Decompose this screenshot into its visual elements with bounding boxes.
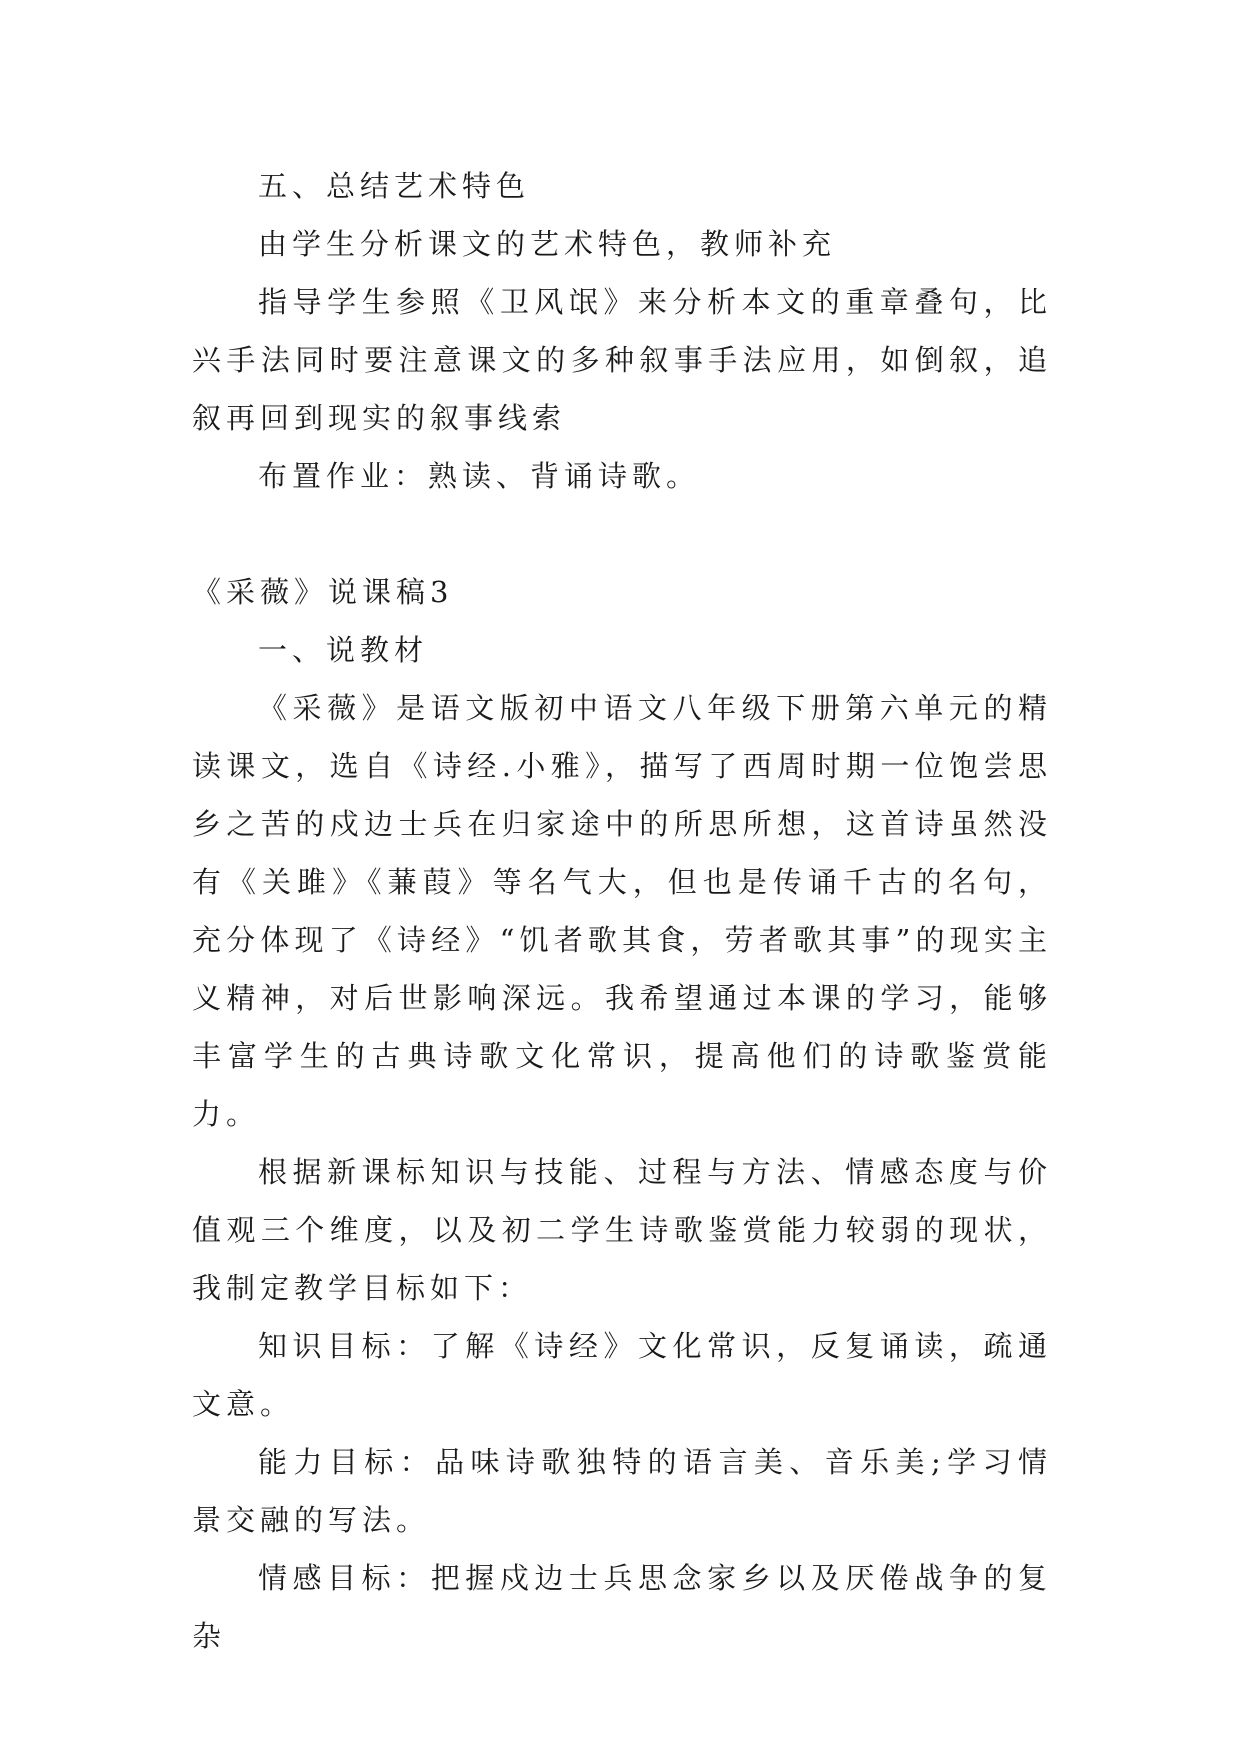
paragraph: 由学生分析课文的艺术特色，教师补充 [258,227,837,261]
summary-section [192,157,1052,505]
document-title: 《采薇》说课稿3 [192,575,454,609]
paragraph: 能力目标：品味诗歌独特的语言美、音乐美;学习情景交融的写法。 [192,1445,1052,1537]
paragraph: 《采薇》是语文版初中语文八年级下册第六单元的精读课文，选自《诗经.小雅》，描写了西周时期一位饱尝思乡之苦的戍边士兵在归家途中的所思所想，这首诗虽然没有《关雎》《蒹葭》等名气大，但也是传诵千古的名句，充分体现了《诗经》“饥者歌其食，劳者歌其事”的现实主义精神，对后世影响深远。我希望通过本课的学习，能够丰富学生的古典诗歌文化常识，提高他们的诗歌鉴赏能力。 [192,691,1052,1131]
paragraph: 知识目标：了解《诗经》文化常识，反复诵读，疏通文意。 [192,1329,1052,1421]
section-heading: 五、总结艺术特色 [258,169,531,203]
paragraph: 根据新课标知识与技能、过程与方法、情感态度与价值观三个维度，以及初二学生诗歌鉴赏能力较弱的现状，我制定教学目标如下： [192,1155,1052,1305]
section-heading: 一、说教材 [258,633,429,667]
paragraph: 指导学生参照《卫风氓》来分析本文的重章叠句，比兴手法同时要注意课文的多种叙事手法应用，如倒叙，追叙再回到现实的叙事线索 [192,285,1052,435]
lecture-section [192,563,1052,1665]
paragraph: 情感目标：把握戍边士兵思念家乡以及厌倦战争的复杂 [192,1561,1052,1653]
paragraph: 布置作业：熟读、背诵诗歌。 [258,459,701,493]
